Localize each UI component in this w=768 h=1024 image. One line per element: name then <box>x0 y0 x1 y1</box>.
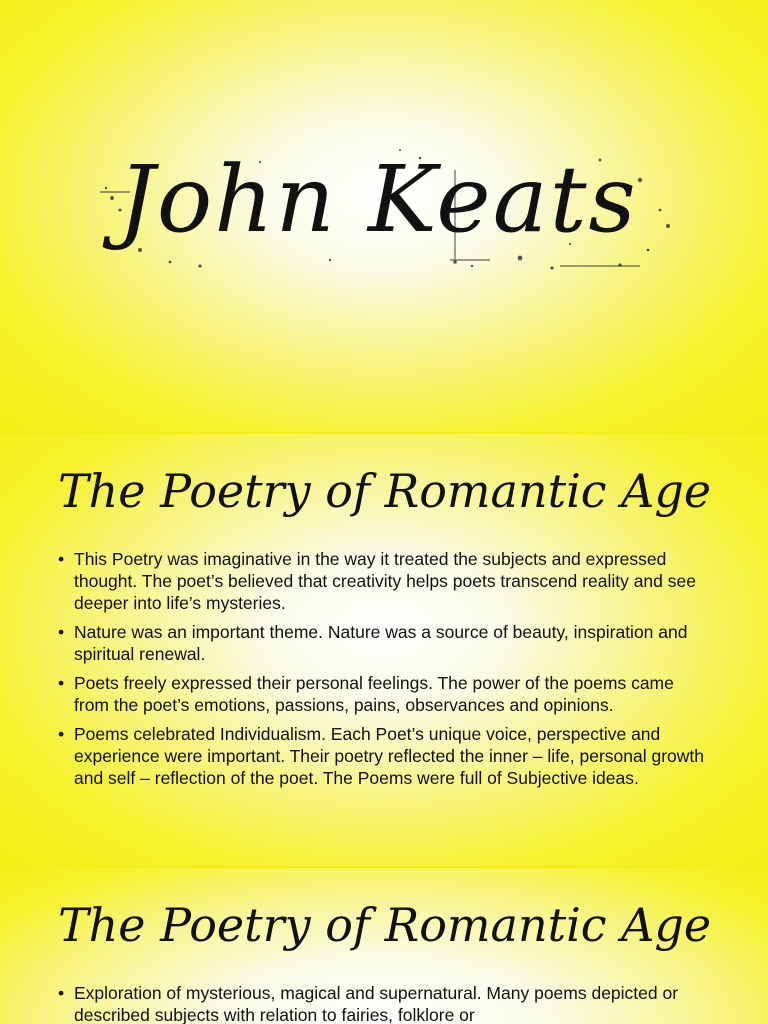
slide-heading: The Poetry of Romantic Age <box>58 898 712 952</box>
bullet-list <box>58 548 708 796</box>
bullet-marker: • <box>58 724 65 744</box>
bullet-marker: • <box>58 673 65 693</box>
list-item <box>58 672 708 716</box>
list-item <box>58 982 708 1024</box>
bullet-marker: • <box>58 983 65 1003</box>
bullet-text: Exploration of mysterious, magical and supernatural. Many poems depicted or described subjects with relation to fairies, folklore or <box>74 983 679 1024</box>
list-item <box>58 723 708 789</box>
presentation-title: John Keats <box>118 146 638 253</box>
bullet-text: Poems celebrated Individualism. Each Poet’s unique voice, perspective and experience were important. Their poetry reflected the inner – life, personal growth and self – reflection of the poet. The Poems were full of Subjective ideas. <box>74 724 705 788</box>
bullet-marker: • <box>58 622 65 642</box>
content-slide-partial <box>0 868 768 1024</box>
list-item <box>58 548 708 614</box>
content-slide <box>0 434 768 866</box>
bullet-list <box>58 982 708 1024</box>
list-item <box>58 621 708 665</box>
bullet-text: Poets freely expressed their personal feelings. The power of the poems came from the poet’s emotions, passions, pains, observances and opinions. <box>74 673 674 715</box>
title-slide <box>0 0 768 432</box>
slide-heading: The Poetry of Romantic Age <box>58 464 712 518</box>
title-wordart <box>100 140 680 280</box>
bullet-marker: • <box>58 549 65 569</box>
bullet-text: This Poetry was imaginative in the way it treated the subjects and expressed thought. The poet’s believed that creativity helps poets transcend reality and see deeper into life’s mysteries. <box>74 549 696 613</box>
bullet-text: Nature was an important theme. Nature was a source of beauty, inspiration and spiritual renewal. <box>74 622 688 664</box>
